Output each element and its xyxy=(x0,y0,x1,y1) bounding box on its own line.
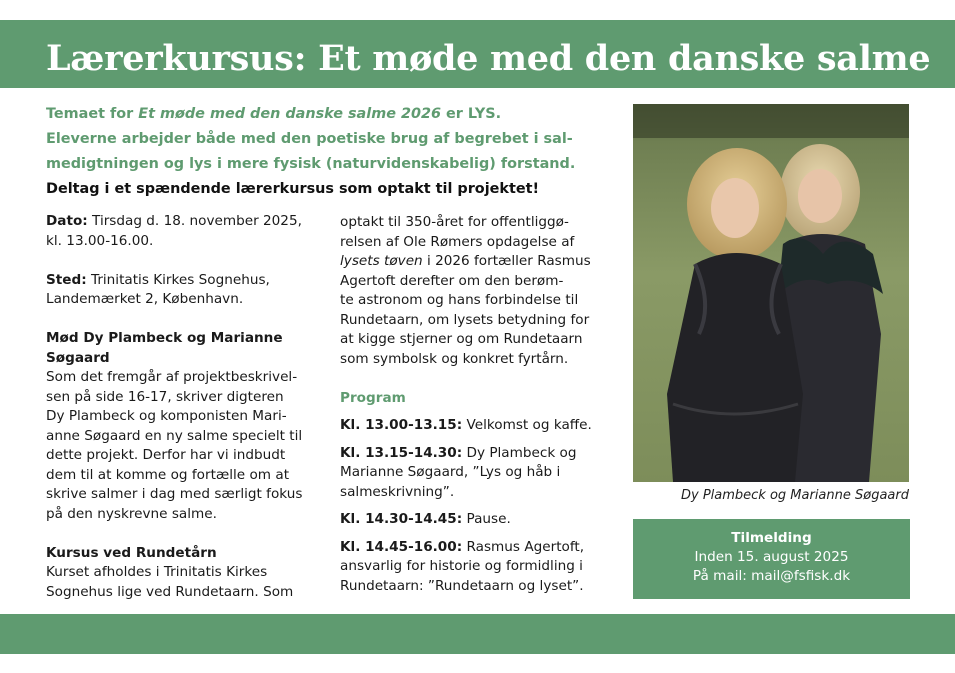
intro-line-1 xyxy=(46,102,626,127)
intro-italic-title: Et møde med den danske salme 2026 xyxy=(138,106,442,122)
signup-title: Tilmelding xyxy=(731,530,812,546)
intro-text: er LYS. xyxy=(441,106,502,122)
italic-phrase: lysets tøven xyxy=(340,253,423,269)
photo-caption: Dy Plambeck og Marianne Søgaard xyxy=(680,488,909,503)
footer-band xyxy=(0,614,955,654)
program-heading: Program xyxy=(340,389,406,406)
intro-line-2: Eleverne arbejder både med den poetiske brug af begrebet i sal- xyxy=(46,131,573,147)
time-text: kl. 13.00-16.00. xyxy=(46,232,154,249)
program-item xyxy=(340,538,622,597)
meet-line: anne Søgaard en ny salme specielt til xyxy=(46,427,303,444)
program-item xyxy=(340,416,622,436)
meet-line: sen på side 16-17, skriver digteren xyxy=(46,388,284,405)
intro-line-3: medigtningen og lys i mere fysisk (naturvidenskabelig) forstand. xyxy=(46,156,576,172)
intro-call-to-action: Deltag i et spændende lærerkursus som optakt til projektet! xyxy=(46,181,540,197)
date-label: Dato: xyxy=(46,213,88,229)
course-section xyxy=(46,544,326,603)
course-line: Kurset afholdes i Trinitatis Kirkes xyxy=(46,564,268,580)
header-banner xyxy=(0,20,955,88)
meet-line: på den nyskrevne salme. xyxy=(46,505,217,522)
course-line: Sognehus lige ved Rundetaarn. Som xyxy=(46,583,294,600)
meet-line: skrive salmer i dag med særligt fokus xyxy=(46,486,303,502)
cont-line: Agertoft derefter om den berøm- xyxy=(340,272,564,289)
middle-column xyxy=(340,213,622,604)
portrait-illustration xyxy=(633,104,909,482)
meet-line: Dy Plambeck og komponisten Mari- xyxy=(46,408,287,424)
address-text: Landemærket 2, København. xyxy=(46,291,244,307)
program-text: Velkomst og kaffe. xyxy=(462,417,592,433)
program-text: Rundetaarn: ”Rundetaarn og lyset”. xyxy=(340,577,584,594)
meet-line: Som det fremgår af projektbeskrivel- xyxy=(46,369,298,385)
program-time: Kl. 13.15-14.30: xyxy=(340,444,463,461)
meet-line: dem til at komme og fortælle om at xyxy=(46,466,290,483)
program-text: Dy Plambeck og xyxy=(462,444,577,461)
cont-line: te astronom og hans forbindelse til xyxy=(340,292,579,308)
cont-line: Rundetaarn, om lysets betydning for xyxy=(340,311,590,328)
place-paragraph xyxy=(46,271,326,310)
page-title: Lærerkursus: Et møde med den danske salme xyxy=(46,38,931,79)
meet-heading: Mød Dy Plambeck og Marianne xyxy=(46,330,283,346)
signup-deadline: Inden 15. august 2025 xyxy=(694,549,849,565)
meet-line: dette projekt. Derfor har vi indbudt xyxy=(46,447,286,463)
cont-line: optakt til 350-året for offentliggø- xyxy=(340,214,569,230)
cont-line: at kigge stjerner og om Rundetaarn xyxy=(340,331,583,347)
signup-mail[interactable]: På mail: mail@fsfisk.dk xyxy=(692,568,851,584)
cont-line xyxy=(340,252,622,272)
course-heading: Kursus ved Rundetårn xyxy=(46,544,217,561)
date-paragraph xyxy=(46,212,326,251)
program-time: Kl. 14.45-16.00: xyxy=(340,538,463,555)
cont-text: i 2026 fortæller Rasmus xyxy=(422,253,591,269)
intro-block xyxy=(46,102,626,202)
portrait-photo xyxy=(633,104,909,482)
program-item xyxy=(340,444,622,503)
cont-line: som symbolsk og konkret fyrtårn. xyxy=(340,350,569,367)
program-text: salmeskrivning”. xyxy=(340,483,455,500)
program-text: Pause. xyxy=(462,511,511,527)
continuation-paragraph xyxy=(340,213,622,369)
meet-heading-2: Søgaard xyxy=(46,349,110,366)
place-text: Trinitatis Kirkes Sognehus, xyxy=(86,271,270,288)
program-text: ansvarlig for historie og formidling i xyxy=(340,558,583,574)
signup-box xyxy=(633,519,910,599)
program-item xyxy=(340,510,622,530)
program-time: Kl. 13.00-13.15: xyxy=(340,417,463,433)
date-text: Tirsdag d. 18. november 2025, xyxy=(87,213,302,229)
left-column xyxy=(46,212,326,622)
program-time: Kl. 14.30-14.45: xyxy=(340,511,463,527)
place-label: Sted: xyxy=(46,271,87,288)
cont-line: relsen af Ole Rømers opdagelse af xyxy=(340,233,575,250)
intro-text: Temaet for xyxy=(46,106,139,122)
program-section xyxy=(340,389,622,597)
program-text: Rasmus Agertoft, xyxy=(462,538,585,555)
meet-section xyxy=(46,329,326,524)
program-text: Marianne Søgaard, ”Lys og håb i xyxy=(340,464,561,480)
